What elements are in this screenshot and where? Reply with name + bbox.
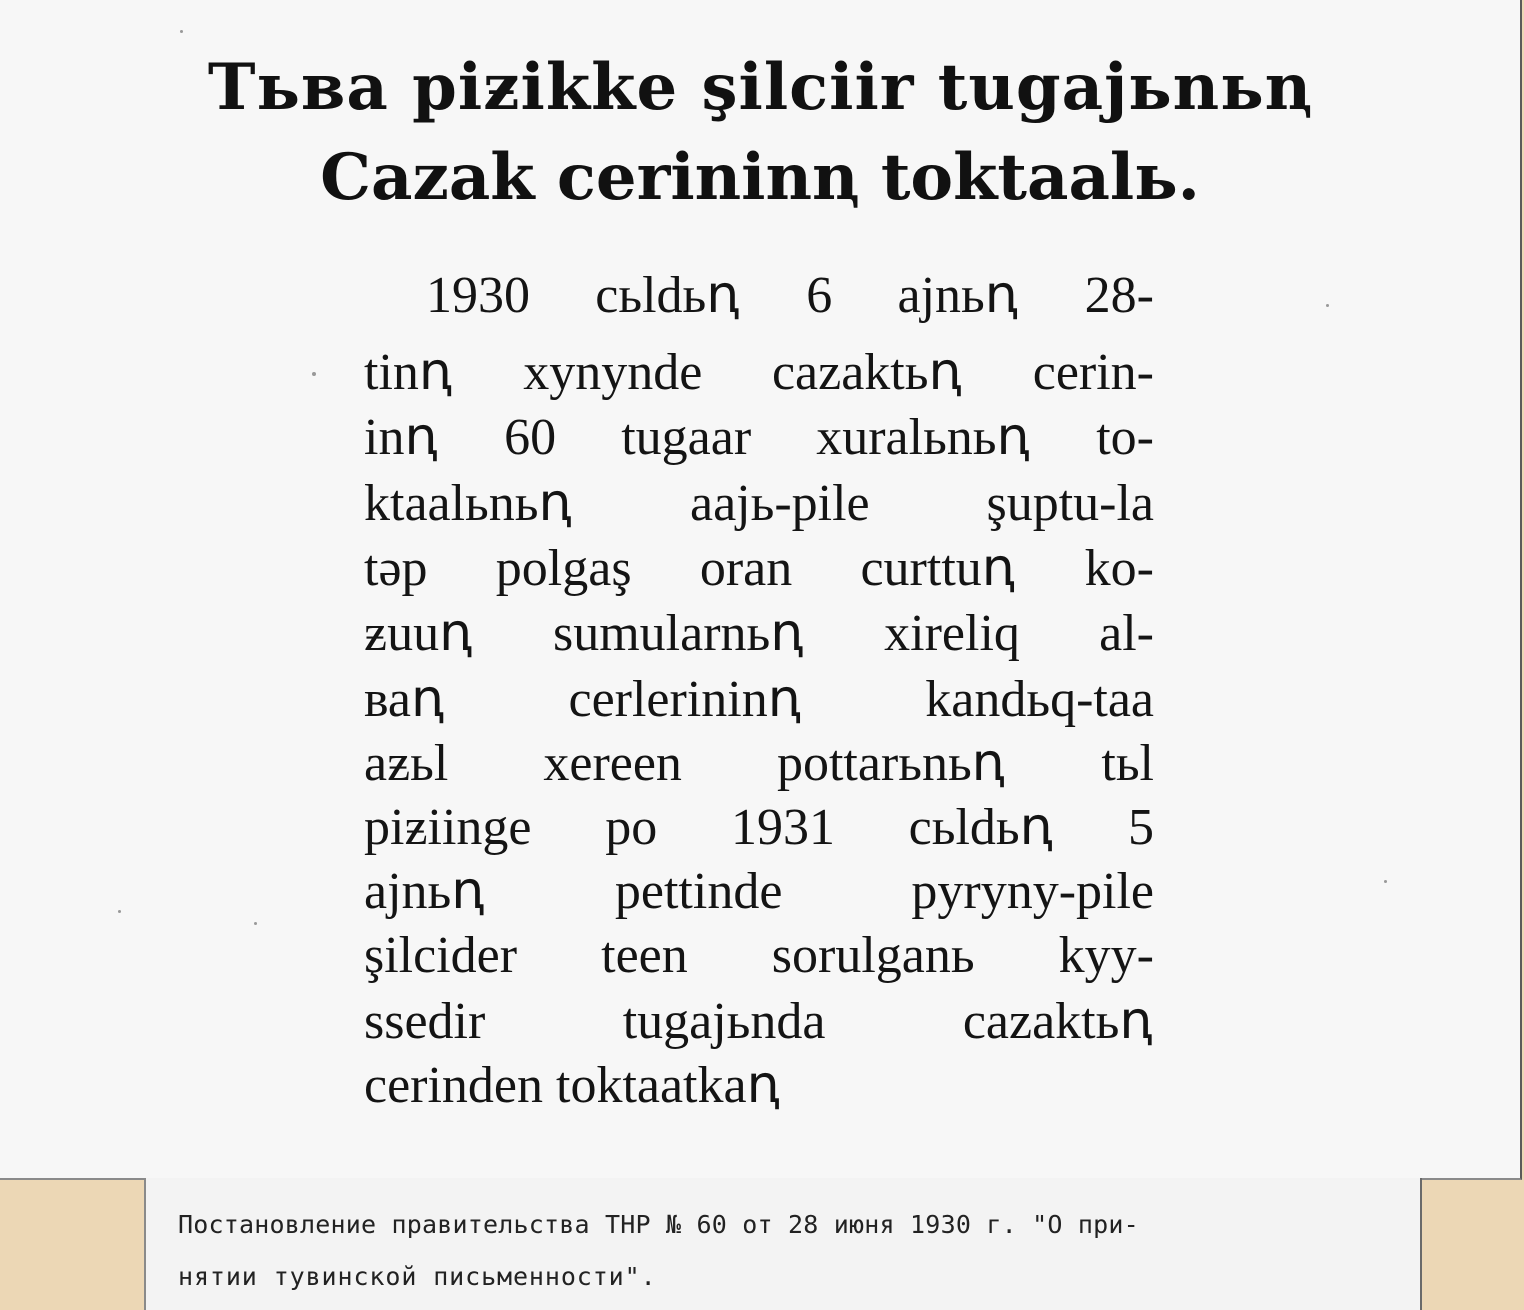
title-line-2: Cazak cerininꞑ toktaalь. bbox=[320, 140, 1200, 215]
title-line-1: Тьва piƶikke şilciir tugajьnьꞑ bbox=[207, 50, 1313, 125]
body-line-12: ssedir tugajьnda cazaktьꞑ bbox=[364, 993, 1154, 1050]
body-line-2: tinꞑ xynynde cazaktьꞑ cerin- bbox=[364, 344, 1154, 401]
paper-speck bbox=[1384, 880, 1387, 883]
body-line-6: ƶuuꞑ sumularnьꞑ xireliq al- bbox=[364, 605, 1154, 662]
body-line-11: şilcider teen sorulganь kyy- bbox=[364, 927, 1154, 984]
body-line-13: cerinden toktaatkaꞑ bbox=[364, 1057, 782, 1114]
body-line-7: ваꞑ cerlerininꞑ kandьq-taa bbox=[364, 671, 1154, 728]
body-line-8: aƶьl xereen pottarьnьꞑ tьl bbox=[364, 735, 1154, 792]
paper-speck bbox=[1326, 304, 1329, 307]
body-line-4: ktaalьnьꞑ aajь-pile şuptu-la bbox=[364, 475, 1154, 532]
body-line-9: piƶiinge po 1931 cьldьꞑ 5 bbox=[364, 799, 1154, 856]
archive-caption-label bbox=[144, 1178, 1422, 1310]
paper-speck bbox=[180, 30, 183, 33]
body-line-5: təp polgaş oran curttuꞑ ko- bbox=[364, 540, 1154, 597]
paper-speck bbox=[312, 372, 316, 376]
caption-line-1: Постановление правительства ТНР № 60 от 28 июня 1930 г. "О при- bbox=[178, 1210, 1139, 1239]
body-line-3: inꞑ 60 tugaar xuralьnьꞑ to- bbox=[364, 409, 1154, 466]
paper-speck bbox=[118, 910, 121, 913]
body-line-10: ajnьꞑ pettinde pyrynу-pile bbox=[364, 863, 1154, 920]
paper-speck bbox=[254, 922, 257, 925]
body-line-1: 1930 cьldьꞑ 6 ajnьꞑ 28- bbox=[426, 267, 1154, 324]
caption-line-2: нятии тувинской письменности". bbox=[178, 1262, 657, 1291]
